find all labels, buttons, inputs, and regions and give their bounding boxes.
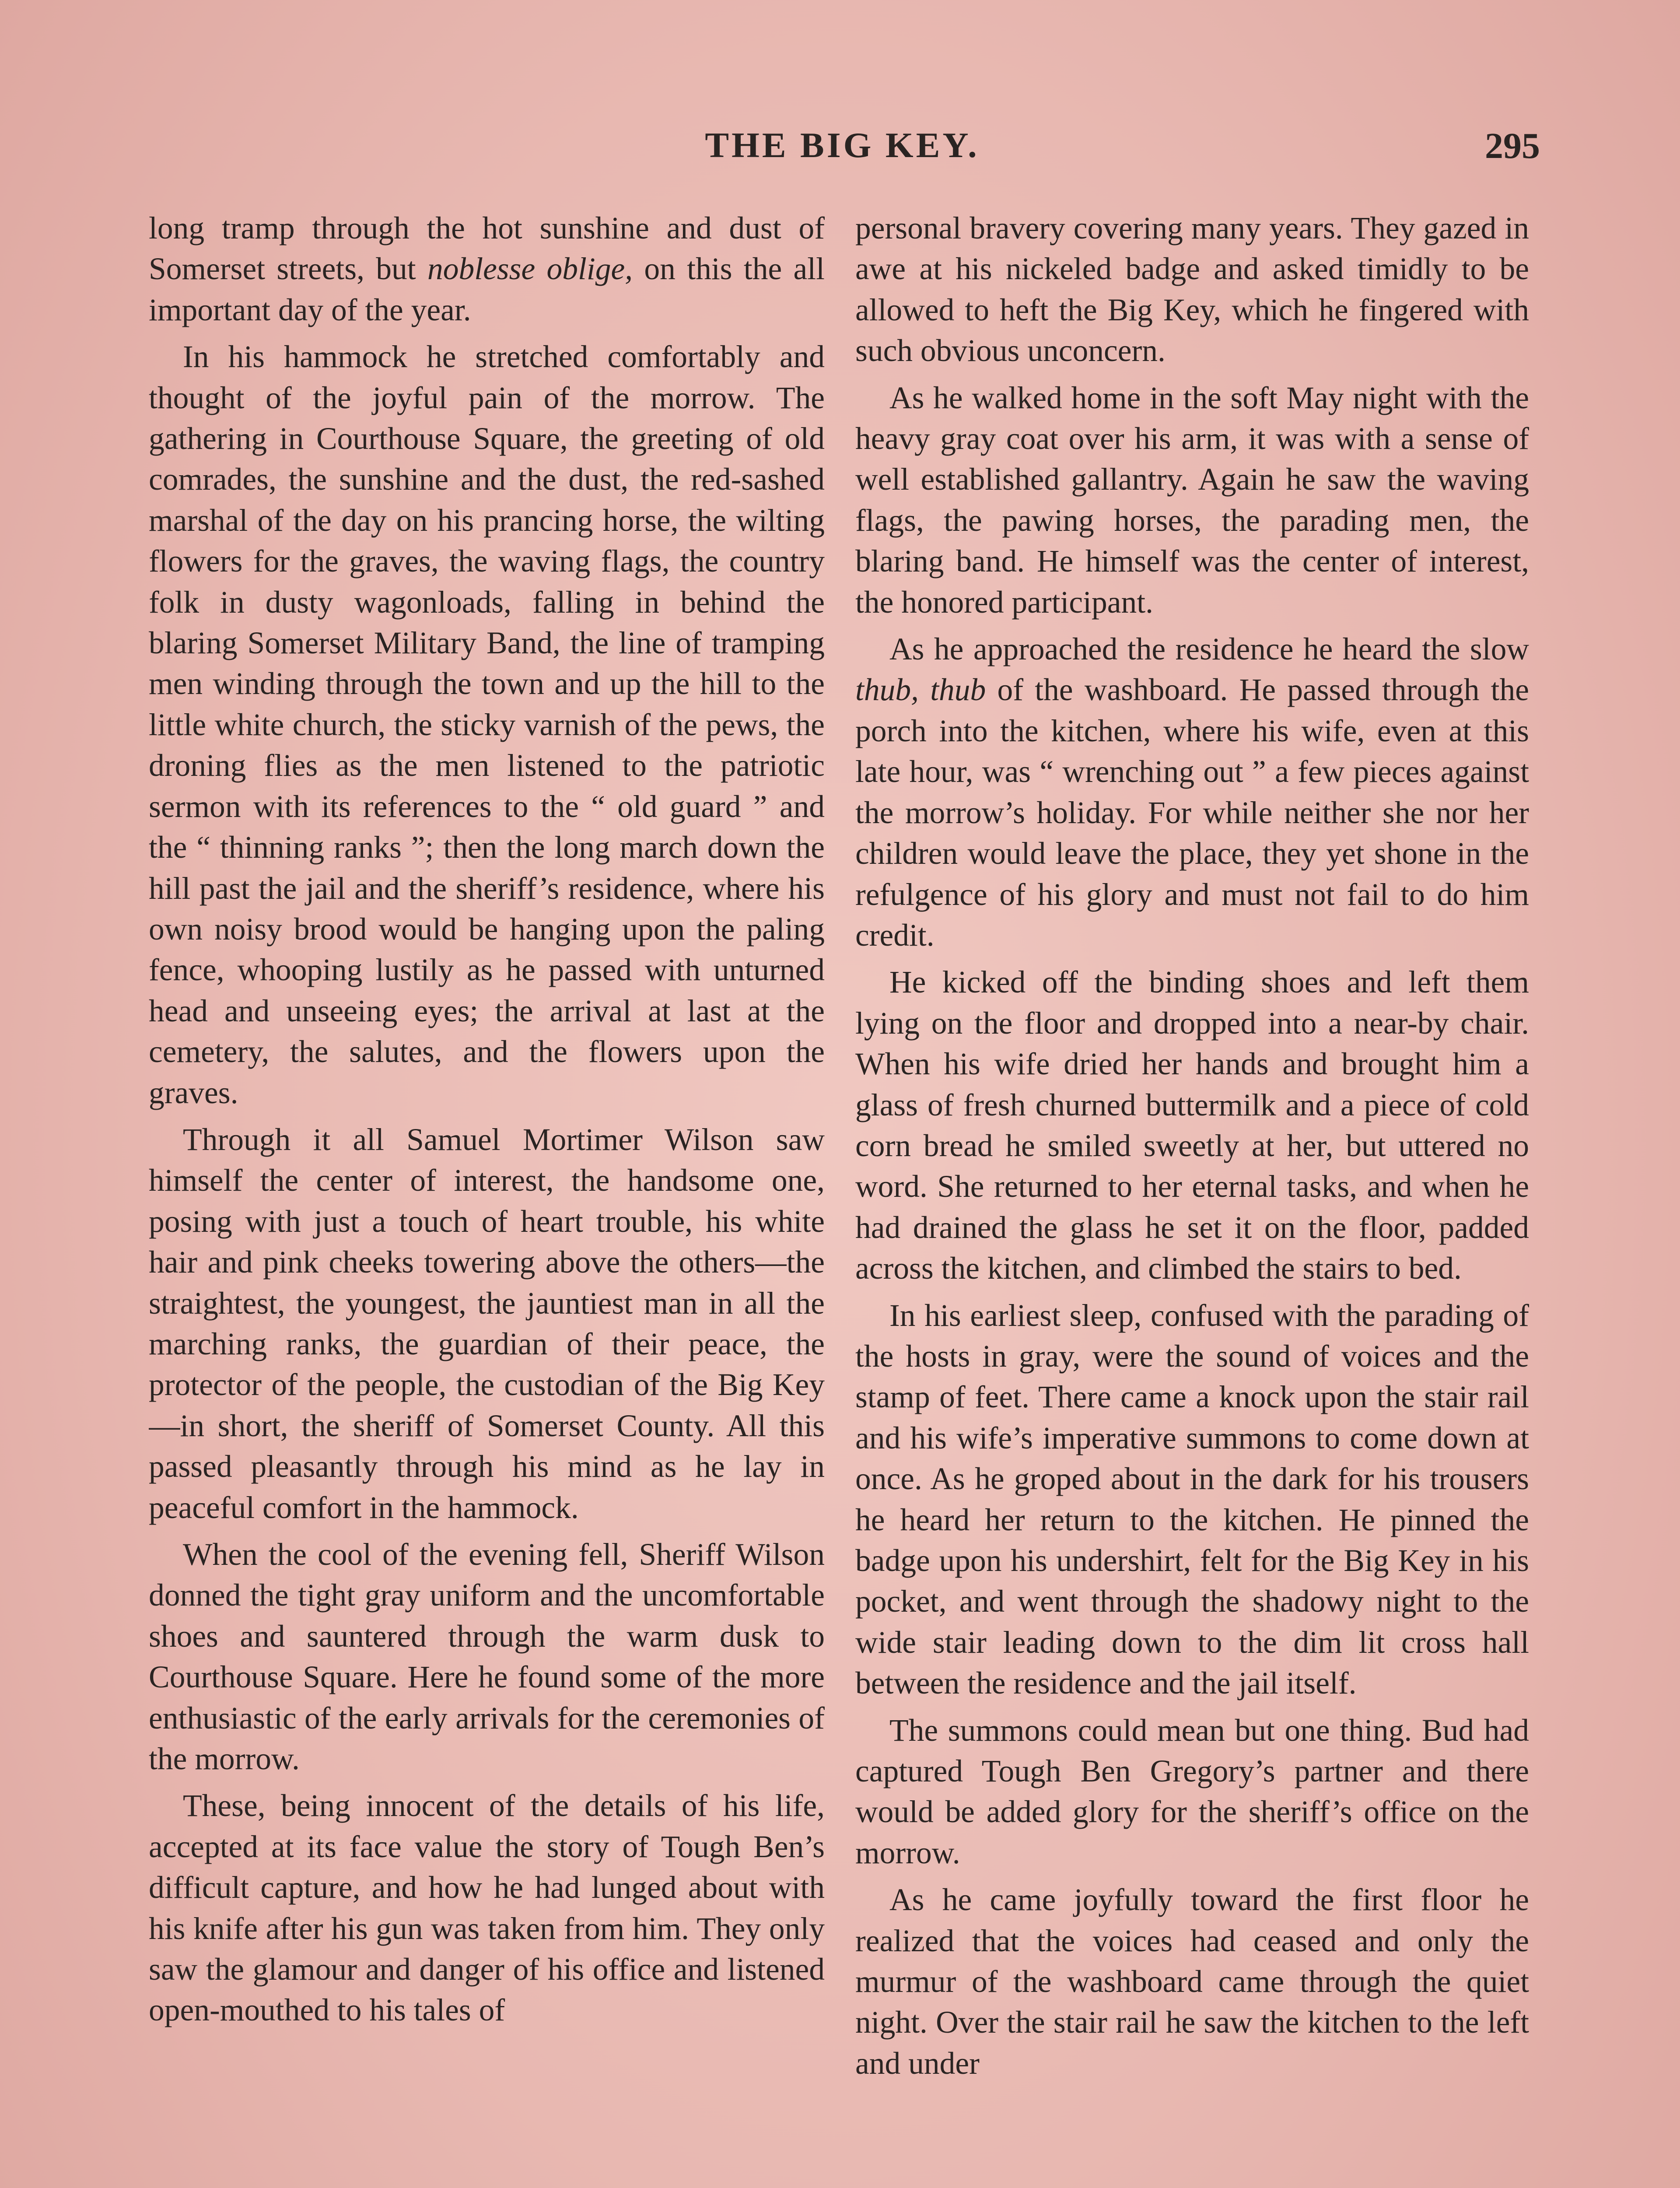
- paragraph: [855, 1295, 1529, 1704]
- paragraph-text: of the washboard. He passed through the porch into the kitchen, where his wife, even at this late hour, was “ wrenching out ” a few pieces against the morrow’s holiday. For while neither she nor her children would leave the place, they yet shone in the refulgence of his glory and must not fail to do him credit.: [855, 673, 1529, 953]
- italic-text: noblesse oblige,: [427, 252, 633, 287]
- page-number: 295: [1485, 126, 1540, 166]
- running-head: [144, 125, 1540, 177]
- paragraph: [855, 208, 1529, 372]
- left-text-column: [149, 208, 825, 2188]
- paragraph-text: In his earliest sleep, confused with the parading of the hosts in gray, were the sound of voices and the stamp of feet. There came a knock upon the stair rail and his wife’s imperative summons to come down at once. As he groped about in the dark for his trousers he heard her return to the kitchen. He pinned the badge upon his undershirt, felt for the Big Key in his pocket, and went through the shadowy night to the wide stair leading down to the dim lit cross hall between the residence and the jail itself.: [855, 1298, 1529, 1701]
- running-title: THE BIG KEY.: [705, 125, 980, 165]
- paragraph-text: In his hammock he stretched comfortably and thought of the joyful pain of the morrow. The gathering in Courthouse Square, the greeting of old comrades, the sunshine and the dust, the red-sashed marshal of the day on his prancing horse, the wilting flowers for the graves, the waving flags, the country folk in dusty wagonloads, falling in behind the blaring Somerset Military Band, the line of tramping men winding through the town and up the hill to the little white church, the sticky varnish of the pews, the droning flies as the men listened to the patriotic sermon with its references to the “ old guard ” and the “ thinning ranks ”; then the long march down the hill past the jail and the sheriff’s residence, where his own noisy brood would be hanging upon the paling fence, whooping lustily as he passed with unturned head and unseeing eyes; the arrival at last at the cemetery, the salutes, and the flowers upon the graves.: [149, 340, 825, 1110]
- paragraph: [855, 629, 1529, 956]
- paragraph: [149, 1534, 825, 1779]
- paragraph: [149, 1785, 825, 2030]
- paragraph-text: long tramp through the hot sunshine and dust of Somerset streets, but: [149, 211, 825, 287]
- paragraph: [149, 337, 825, 1113]
- paragraph-text: As he approached the residence he heard the slow: [889, 632, 1529, 667]
- paragraph-text: He kicked off the binding shoes and left them lying on the floor and dropped into a near-by chair. When his wife dried her hands and brought him a glass of fresh churned buttermilk and a piece of cold corn bread he smiled sweetly at her, but uttered no word. She returned to her eternal tasks, and when he had drained the glass he set it on the floor, padded across the kitchen, and climbed the stairs to bed.: [855, 965, 1529, 1286]
- paragraph-text: These, being innocent of the details of his life, accepted at its face value the story of Tough Ben’s difficult capture, and how he had lunged about with his knife after his gun was taken from him. They only saw the glamour and danger of his office and listened open-mouthed to his tales of: [149, 1788, 825, 2028]
- paragraph: [149, 208, 825, 330]
- paragraph-text: The summons could mean but one thing. Bud had captured Tough Ben Gregory’s partner and there would be added glory for the sheriff’s office on the morrow.: [855, 1713, 1529, 1870]
- paragraph-text: personal bravery covering many years. They gazed in awe at his nickeled badge and asked timidly to be allowed to heft the Big Key, which he fingered with such obvious unconcern.: [855, 211, 1529, 368]
- paragraph-text: Through it all Samuel Mortimer Wilson saw himself the center of interest, the handsome one, posing with just a touch of heart trouble, his white hair and pink cheeks towering above the others—the straightest, the youngest, the jauntiest man in all the marching ranks, the guardian of their peace, the protector of the people, the custodian of the Big Key—in short, the sheriff of Somerset County. All this passed pleasantly through his mind as he lay in peaceful comfort in the hammock.: [149, 1122, 825, 1525]
- paragraph: [855, 962, 1529, 1289]
- paragraph: [855, 378, 1529, 623]
- paragraph-text: As he came joyfully toward the first floor he realized that the voices had ceased and only the murmur of the washboard came through the quiet night. Over the stair rail he saw the kitchen to the left and under: [855, 1883, 1529, 2081]
- paragraph: [149, 1119, 825, 1528]
- italic-text: thub, thub: [855, 673, 986, 708]
- paragraph-text: As he walked home in the soft May night with the heavy gray coat over his arm, it was with a sense of well established gallantry. Again he saw the waving flags, the pawing horses, the parading men, the blaring band. He himself was the center of interest, the honored participant.: [855, 380, 1529, 620]
- right-text-column: [855, 208, 1529, 2188]
- paragraph-text: When the cool of the evening fell, Sheriff Wilson donned the tight gray uniform and the uncomfortable shoes and sauntered through the warm dusk to Courthouse Square. Here he found some of the more enthusiastic of the early arrivals for the ceremonies of the morrow.: [149, 1537, 825, 1777]
- paragraph: [855, 1879, 1529, 2084]
- paragraph: [855, 1710, 1529, 1874]
- paragraph-text: on this the all important day of the year.: [149, 252, 825, 327]
